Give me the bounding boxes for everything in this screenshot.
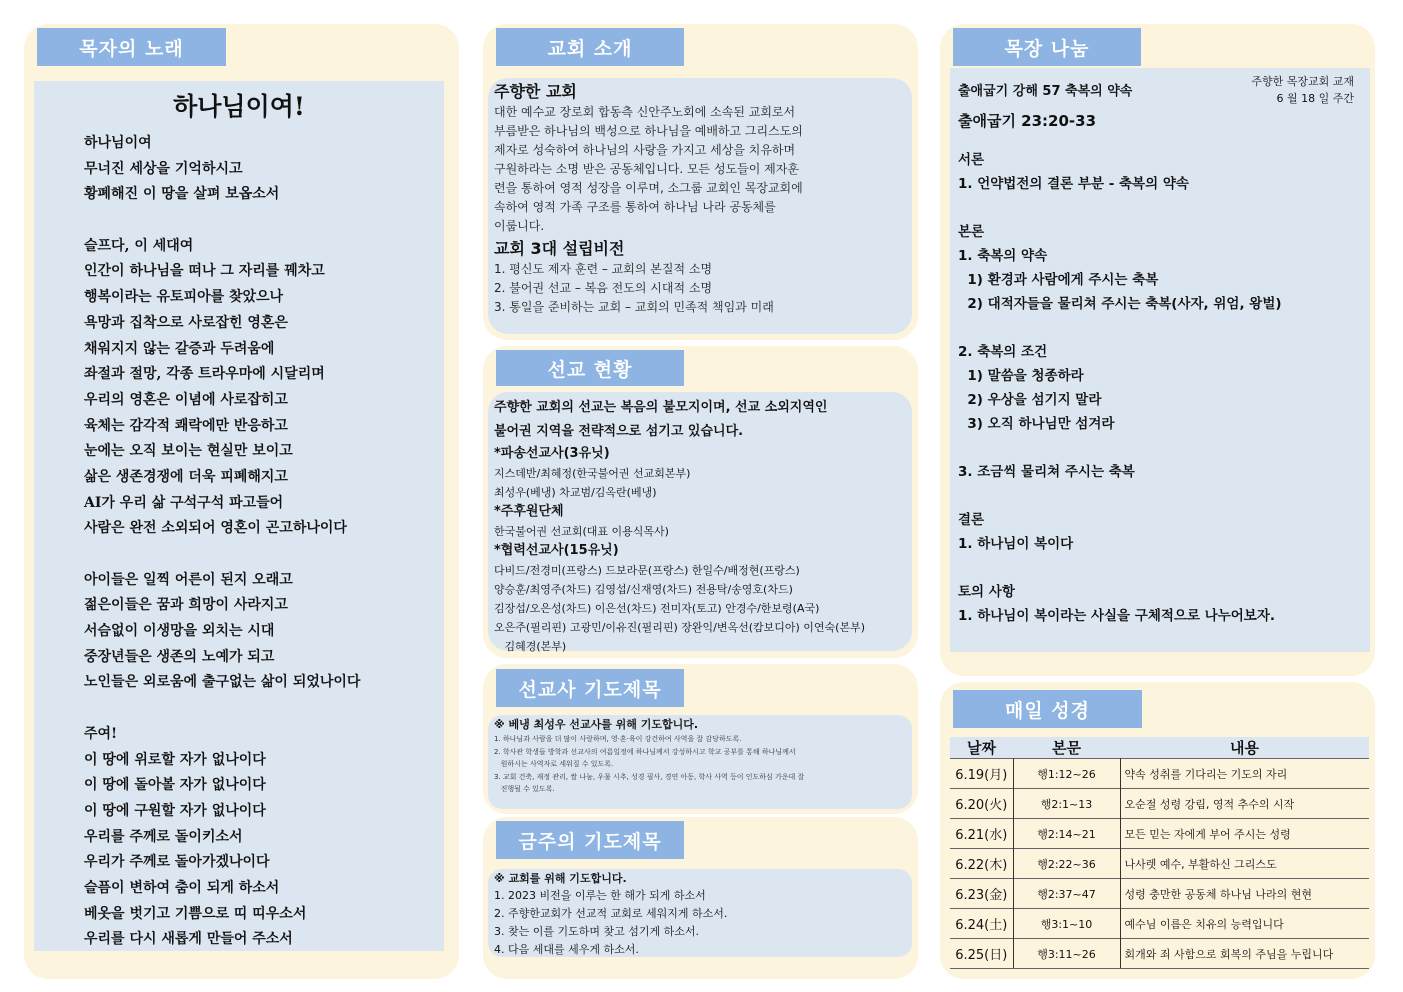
poem-line: 이 땅에 구원할 자가 없나이다 (84, 802, 266, 819)
cell-outline (958, 148, 1282, 628)
missionary-prayer-item: 진행될 수 있도록. (494, 785, 555, 793)
weekly-prayer-list (494, 887, 906, 959)
cell-outline-line (958, 436, 1282, 460)
reading-passage: 행2:1~13 (1013, 789, 1120, 819)
cell-outline-line (958, 196, 1282, 220)
mission-name-line: 최성우(베냉) 차교범/김옥란(베냉) (494, 486, 657, 499)
column-header-content: 내용 (1120, 737, 1369, 759)
missionary-prayer-list (494, 733, 906, 796)
vision-item: 3. 통일을 준비하는 교회 – 교회의 민족적 책임과 미래 (494, 300, 774, 314)
poem-line: 베옷을 벗기고 기쁨으로 띠 띠우소서 (84, 905, 307, 922)
poem-line: 하나님이여 (84, 135, 152, 151)
reading-passage: 행3:1~10 (1013, 909, 1120, 939)
weekly-prayer-item: 2. 주향한교회가 선교적 교회로 세워지게 하소서. (494, 907, 728, 920)
reading-content: 오순절 성령 강림, 영적 추수의 시작 (1120, 789, 1369, 819)
cell-outline-line: 1. 하나님이 복이다 (958, 536, 1074, 552)
cell-outline-line (958, 556, 1282, 580)
missionary-prayer-item: 1. 하나님과 사람을 더 많이 사랑하며, 영·혼·육이 강건하여 사역을 잘 감당하도록. (494, 735, 742, 743)
mission-header: 선교 현황 (496, 350, 684, 386)
weekly-prayer-title: ※ 교회를 위해 기도합니다. (494, 872, 627, 885)
missionary-prayer-item: 2. 학사관 학생들 방학과 선교사의 여름일정에 하나님께서 강성하시고 학교 공부를 통해 하나님께서 (494, 747, 796, 756)
poem-line: 이 땅에 돌아볼 자가 없나이다 (84, 777, 266, 794)
cell-sharing-panel (940, 24, 1375, 676)
poem-line: 욕망과 집착으로 사로잡힌 영혼은 (84, 314, 288, 331)
poem-line: 사람은 완전 소외되어 영혼이 곤고하나이다 (84, 520, 347, 537)
missionary-prayer-item: 3. 교회 건축, 재정 관리, 쌀 나눔, 우물 시추, 성경 필사, 경연 아동, 학사 사역 등이 인도하심 가운데 잘 (494, 772, 805, 781)
pastor-song-box (34, 81, 444, 951)
cell-outline-line: 2) 대적자들을 물리쳐 주시는 축복(사자, 위엄, 왕벌) (958, 296, 1282, 312)
reading-content: 성령 충만한 공동체 하나님 나라의 현현 (1120, 879, 1369, 909)
reading-content: 예수님 이름은 치유의 능력입니다 (1120, 909, 1369, 939)
reading-content: 모든 믿는 자에게 부어 주시는 성령 (1120, 819, 1369, 849)
cell-source-week: 6 월 18 일 주간 (1276, 92, 1354, 105)
reading-date: 6.23(金) (950, 879, 1013, 909)
reading-date: 6.20(火) (950, 789, 1013, 819)
cell-outline-line: 서론 (958, 152, 985, 168)
cell-outline-line: 결론 (958, 512, 985, 528)
cell-outline-line: 3) 오직 하나님만 섬겨라 (958, 416, 1115, 432)
reading-passage: 행3:11~26 (1013, 939, 1120, 969)
poem-line: 우리를 주께로 돌이키소서 (84, 828, 243, 845)
poem-line: 우리가 주께로 돌아가겠나이다 (84, 854, 270, 871)
mission-lead-line: 불어권 지역을 전략적으로 섬기고 있습니다. (494, 424, 744, 439)
intro-line: 제자로 성숙하여 하나님의 사랑을 가지고 세상을 치유하며 (494, 143, 796, 157)
cell-outline-line: 본론 (958, 224, 985, 240)
mission-group-title: *파송선교사(3유닛) (494, 446, 610, 461)
pastor-song-panel (24, 24, 459, 979)
vision-heading: 교회 3대 설립비전 (494, 239, 625, 258)
cell-source (1251, 73, 1354, 107)
poem-line: 삶은 생존경쟁에 더욱 피폐해지고 (84, 468, 288, 485)
poem-line (84, 542, 360, 568)
poem-line: 젊은이들은 꿈과 희망이 사라지고 (84, 597, 288, 614)
poem-line: 좌절과 절망, 각종 트라우마에 시달리며 (84, 366, 325, 383)
table-row (950, 909, 1369, 939)
cell-sharing-header: 목장 나눔 (953, 28, 1141, 66)
cell-outline-line: 1) 환경과 사람에게 주시는 축복 (958, 272, 1159, 288)
poem-line: 우리의 영혼은 이념에 사로잡히고 (84, 391, 288, 408)
poem-line: 서슴없이 이생망을 외치는 시대 (84, 623, 275, 640)
cell-outline-line: 1. 언약법전의 결론 부분 - 축복의 약속 (958, 176, 1189, 192)
poem-line: 인간이 하나님을 떠나 그 자리를 꿰차고 (84, 263, 325, 280)
intro-line: 부름받은 하나님의 백성으로 하나님을 예배하고 그리스도의 (494, 124, 803, 138)
poem-line: 슬픔이 변하여 춤이 되게 하소서 (84, 879, 280, 896)
missionary-prayer-item: 원하시는 사역자로 세워질 수 있도록. (494, 760, 614, 768)
mission-name-line: 지스데반/최혜정(한국불어권 선교회본부) (494, 467, 691, 480)
cell-outline-line: 토의 사항 (958, 584, 1015, 600)
missionary-prayer-panel (483, 664, 918, 814)
reading-passage: 행2:22~36 (1013, 849, 1120, 879)
reading-content: 회개와 죄 사함으로 회복의 주님을 누립니다 (1120, 939, 1369, 969)
mission-name-line: 다비드/전경미(프랑스) 드보라문(프랑스) 한일수/배정현(프랑스) (494, 564, 800, 577)
mission-name-line: 오은주(필리핀) 고광민/이유진(필리핀) 장완익/변옥선(캄보디아) 이연숙(본부) (494, 621, 866, 634)
cell-outline-line: 2. 축복의 조건 (958, 344, 1048, 360)
pastor-song-header: 목자의 노래 (37, 28, 226, 66)
poem-body (84, 131, 360, 953)
poem-line: 눈에는 오직 보이는 현실만 보이고 (84, 443, 293, 460)
table-row (950, 849, 1369, 879)
daily-bible-panel (940, 682, 1375, 979)
intro-line: 이룹니다. (494, 219, 545, 233)
weekly-prayer-box (488, 869, 912, 957)
intro-line: 속하여 영적 가족 구조를 통하여 하나님 나라 공동체를 (494, 200, 776, 214)
cell-sharing-box (950, 68, 1370, 652)
cell-outline-line (958, 484, 1282, 508)
table-row (950, 939, 1369, 969)
cell-passage: 출애굽기 23:20-33 (958, 112, 1097, 130)
intro-line: 대한 예수교 장로회 합동측 신안주노회에 소속된 교회로서 (494, 105, 796, 119)
daily-bible-table (950, 737, 1369, 969)
cell-outline-line: 3. 조금씩 물리쳐 주시는 축복 (958, 464, 1135, 480)
cell-lesson-title: 출애굽기 강해 57 축복의 약속 (958, 84, 1133, 99)
weekly-prayer-item: 3. 찾는 이를 기도하며 찾고 섬기게 하소서. (494, 925, 699, 938)
poem-line: 이 땅에 위로할 자가 없나이다 (84, 751, 266, 768)
table-row (950, 759, 1369, 789)
weekly-prayer-header: 금주의 기도제목 (496, 821, 684, 859)
mission-panel (483, 346, 918, 658)
table-row (950, 819, 1369, 849)
cell-outline-line (958, 316, 1282, 340)
church-intro-box (488, 78, 912, 334)
reading-passage: 행1:12~26 (1013, 759, 1120, 789)
poem-line: 육체는 감각적 쾌락에만 반응하고 (84, 417, 288, 434)
reading-date: 6.22(木) (950, 849, 1013, 879)
poem-line (84, 208, 360, 234)
vision-item: 1. 평신도 제자 훈련 – 교회의 본질적 소명 (494, 262, 713, 276)
intro-line: 구원하라는 소명 받은 공동체입니다. 모든 성도들이 제자훈 (494, 162, 799, 176)
reading-passage: 행2:14~21 (1013, 819, 1120, 849)
mission-lead-line: 주향한 교회의 선교는 복음의 불모지이며, 선교 소외지역인 (494, 400, 828, 415)
poem-line: 노인들은 외로움에 출구없는 삶이 되었나이다 (84, 674, 361, 691)
cell-outline-line: 1. 축복의 약속 (958, 248, 1048, 264)
weekly-prayer-panel (483, 817, 918, 979)
column-header-date: 날짜 (950, 737, 1013, 759)
cell-outline-line: 1. 하나님이 복이라는 사실을 구체적으로 나누어보자. (958, 608, 1276, 624)
mission-lead (494, 396, 906, 444)
vision-list (494, 260, 906, 317)
poem-line: 무너진 세상을 기억하시고 (84, 160, 243, 177)
mission-name-line: 김장섭/오은성(차드) 이은선(차드) 전미자(토고) 안경수/한보령(A국) (494, 602, 820, 615)
cell-outline-line: 2) 우상을 섬기지 말라 (958, 392, 1102, 408)
reading-date: 6.19(月) (950, 759, 1013, 789)
church-intro-paragraph (494, 103, 906, 236)
table-row (950, 789, 1369, 819)
daily-bible-header-row (950, 737, 1369, 759)
poem-line: AI가 우리 삶 구석구석 파고들어 (84, 494, 284, 511)
church-intro-header: 교회 소개 (496, 28, 684, 66)
mission-box (488, 392, 912, 651)
vision-item: 2. 불어권 선교 – 복음 전도의 시대적 소명 (494, 281, 713, 295)
intro-line: 련을 통하여 영적 성장을 이루며, 소그룹 교회인 목장교회에 (494, 181, 803, 195)
poem-line (84, 696, 360, 722)
mission-name-line: 한국불어권 선교회(대표 이용식목사) (494, 525, 669, 538)
poem-line: 중장년들은 생존의 노예가 되고 (84, 648, 275, 665)
mission-groups (494, 444, 906, 656)
poem-title: 하나님이여! (173, 92, 305, 121)
church-name-heading: 주향한 교회 (494, 82, 577, 101)
daily-bible-header: 매일 성경 (953, 690, 1142, 728)
cell-outline-line: 1) 말씀을 청종하라 (958, 368, 1084, 384)
mission-group-title: *주후원단체 (494, 504, 564, 519)
mission-name-line: 양승훈/최영주(차드) 김영섭/신재영(차드) 전용탁/송영호(차드) (494, 583, 793, 596)
reading-content: 약속 성취를 기다리는 기도의 자리 (1120, 759, 1369, 789)
reading-date: 6.21(水) (950, 819, 1013, 849)
mission-group-title: *협력선교사(15유닛) (494, 543, 619, 558)
cell-source-material: 주향한 목장교회 교재 (1251, 75, 1354, 88)
poem-line: 아이들은 일찍 어른이 된지 오래고 (84, 571, 293, 588)
missionary-prayer-title: ※ 베냉 최성우 선교사를 위해 기도합니다. (494, 718, 699, 731)
poem-line: 슬프다, 이 세대여 (84, 237, 194, 254)
poem-line: 주여! (84, 725, 118, 742)
missionary-prayer-header: 선교사 기도제목 (496, 669, 684, 707)
poem-line: 채워지지 않는 갈증과 두려움에 (84, 340, 275, 357)
reading-date: 6.24(土) (950, 909, 1013, 939)
column-header-passage: 본문 (1013, 737, 1120, 759)
church-intro-panel (483, 24, 918, 340)
table-row (950, 879, 1369, 909)
poem-line: 행복이라는 유토피아를 찾았으나 (84, 289, 284, 306)
weekly-prayer-item: 1. 2023 비전을 이루는 한 해가 되게 하소서 (494, 889, 706, 902)
missionary-prayer-box (488, 715, 912, 809)
reading-date: 6.25(日) (950, 939, 1013, 969)
reading-passage: 행2:37~47 (1013, 879, 1120, 909)
weekly-prayer-item: 4. 다음 세대를 세우게 하소서. (494, 943, 639, 956)
poem-line: 황폐해진 이 땅을 살펴 보옵소서 (84, 186, 280, 203)
reading-content: 나사렛 예수, 부활하신 그리스도 (1120, 849, 1369, 879)
poem-line: 우리를 다시 새롭게 만들어 주소서 (84, 931, 293, 948)
mission-name-line: 김혜경(본부) (494, 640, 567, 653)
